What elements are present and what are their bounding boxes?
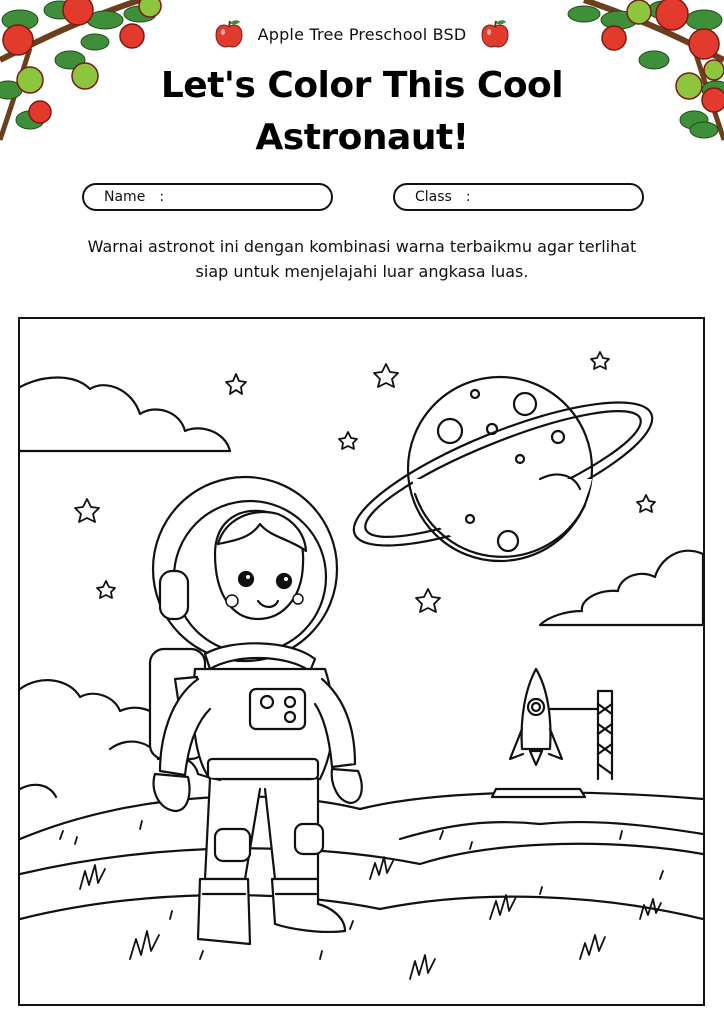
cloud-top-left xyxy=(20,377,230,451)
coloring-illustration xyxy=(20,319,703,1004)
rocket-illustration xyxy=(492,669,612,797)
coloring-frame xyxy=(18,317,705,1006)
title-line-1: Let's Color This Cool xyxy=(160,65,564,106)
hill-front xyxy=(20,895,703,919)
apple-icon xyxy=(214,18,244,50)
hill-middle xyxy=(20,844,703,874)
apple-icon xyxy=(480,18,510,50)
cloud-right xyxy=(540,551,703,625)
class-field[interactable] xyxy=(393,183,644,211)
title-line-2: Astronaut! xyxy=(255,117,469,158)
school-name: Apple Tree Preschool BSD xyxy=(257,24,467,44)
name-field[interactable] xyxy=(82,183,333,211)
page-title xyxy=(0,60,724,164)
cloud-left-low xyxy=(20,680,160,721)
class-label: Class xyxy=(415,189,452,205)
instructions xyxy=(40,234,684,284)
astronaut-illustration xyxy=(150,477,362,944)
school-header xyxy=(0,18,724,50)
hill-back xyxy=(20,792,703,839)
instructions-line-1: Warnai astronot ini dengan kombinasi warna terbaikmu agar terlihat xyxy=(87,237,637,256)
class-separator: : xyxy=(465,189,471,205)
planet-illustration xyxy=(339,375,667,573)
instructions-line-2: siap untuk menjelajahi luar angkasa luas. xyxy=(195,262,529,281)
name-separator: : xyxy=(159,189,165,205)
name-label: Name xyxy=(104,189,146,205)
